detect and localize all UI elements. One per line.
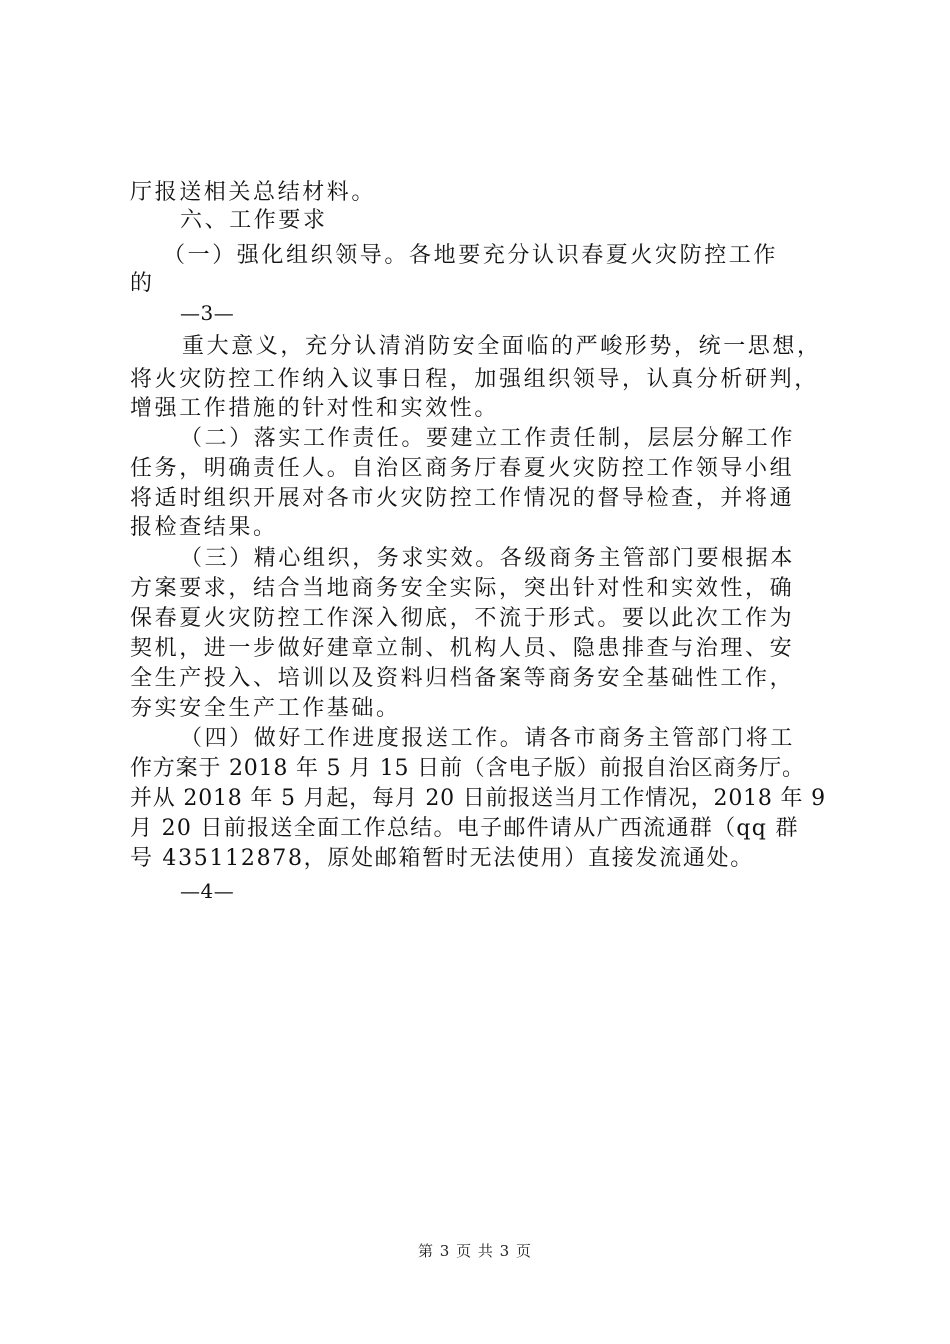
paragraph-line: 厅报送相关总结材料。 — [130, 180, 377, 205]
paragraph-line: （二）落实工作责任。要建立工作责任制，层层分解工作 — [180, 426, 796, 451]
paragraph-line: （四）做好工作进度报送工作。请各市商务主管部门将工 — [180, 726, 796, 751]
paragraph-line: 作方案于 2018 年 5 月 15 日前（含电子版）前报自治区商务厅。 — [130, 756, 805, 781]
paragraph-line: 重大意义，充分认清消防安全面临的严峻形势，统一思想， — [182, 334, 822, 359]
paragraph-line: 月 20 日前报送全面工作总结。电子邮件请从广西流通群（qq 群 — [130, 816, 799, 841]
section-heading: 六、工作要求 — [180, 208, 328, 233]
paragraph-line: 增强工作措施的针对性和实效性。 — [130, 396, 500, 421]
paragraph-line: 报检查结果。 — [130, 515, 278, 540]
paragraph-line: （一）强化组织领导。各地要充分认识春夏火灾防控工作 — [163, 243, 779, 268]
paragraph-line: （三）精心组织，务求实效。各级商务主管部门要根据本 — [180, 546, 796, 571]
paragraph-line: 的 — [130, 271, 155, 296]
paragraph-line: 并从 2018 年 5 月起，每月 20 日前报送当月工作情况，2018 年 9 — [130, 786, 826, 811]
page-number-marker: —3— — [180, 301, 235, 325]
paragraph-line: 将火灾防控工作纳入议事日程，加强组织领导，认真分析研判， — [130, 367, 819, 392]
paragraph-line: 契机，进一步做好建章立制、机构人员、隐患排查与治理、安 — [130, 636, 795, 661]
paragraph-line: 将适时组织开展对各市火灾防控工作情况的督导检查，并将通 — [130, 486, 795, 511]
paragraph-line: 号 435112878，原处邮箱暂时无法使用）直接发流通处。 — [130, 846, 754, 871]
paragraph-line: 夯实安全生产工作基础。 — [130, 696, 401, 721]
page-footer: 第 3 页 共 3 页 — [418, 1242, 532, 1260]
page-number-marker: —4— — [180, 879, 235, 903]
paragraph-line: 方案要求，结合当地商务安全实际，突出针对性和实效性，确 — [130, 576, 795, 601]
paragraph-line: 任务，明确责任人。自治区商务厅春夏火灾防控工作领导小组 — [130, 456, 795, 481]
paragraph-line: 保春夏火灾防控工作深入彻底，不流于形式。要以此次工作为 — [130, 606, 795, 631]
paragraph-line: 全生产投入、培训以及资料归档备案等商务安全基础性工作， — [130, 666, 795, 691]
